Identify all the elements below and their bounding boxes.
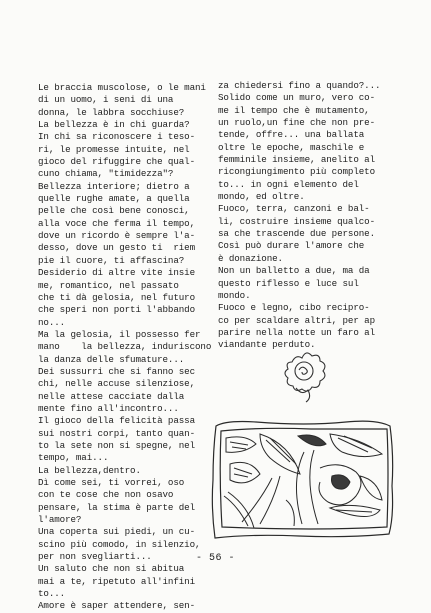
- text-line: cuno chiama, "timidezza"?: [38, 168, 174, 180]
- text-line: La bellezza è in chi guarda?: [38, 119, 190, 131]
- text-line: Bellezza interiore; dietro a: [38, 180, 190, 192]
- text-line: no...: [38, 316, 66, 328]
- text-line: Dì come sei, ti vorrei, oso: [38, 477, 185, 488]
- text-line: donna, le labbra socchiuse?: [38, 106, 185, 118]
- text-line: tempo, mai...: [38, 452, 109, 464]
- text-line: pelle che così bene conosci,: [38, 205, 190, 217]
- text-line: che speri non porti l'abbando: [38, 304, 195, 316]
- text-line: to la sete non si spegne, nel: [38, 439, 195, 451]
- text-line: la danza delle sfumature...: [38, 353, 185, 365]
- text-line: pie il cuore, ti affascina?: [38, 254, 185, 266]
- text-line: Un saluto che non si abitua: [38, 563, 185, 575]
- text-line: nelle attese cacciate dalla: [38, 390, 185, 402]
- right-text-column: [218, 80, 398, 352]
- text-line: viandante perduto.: [218, 339, 316, 351]
- text-line: Il gioco della felicità passa: [38, 415, 195, 427]
- text-line: per non svegliarti...: [38, 551, 152, 563]
- text-line: gioco del rifuggire che qual-: [38, 156, 195, 168]
- text-line: un ruolo,un fine che non pre-: [218, 117, 375, 129]
- text-line: mai a te, ripetuto all'infini: [38, 575, 195, 587]
- text-line: Fuoco e legno, cibo recipro-: [218, 302, 370, 314]
- abstract-framed-illustration: [210, 416, 396, 540]
- text-line: mondo.: [218, 289, 251, 301]
- text-line: ri, le promesse intuite, nel: [38, 143, 190, 155]
- text-line: li, costruire insieme qualco-: [218, 215, 375, 227]
- text-line: di un uomo, i seni di una: [38, 94, 174, 106]
- page-number: - 56 -: [195, 553, 235, 564]
- text-line: l'amore?: [38, 514, 82, 526]
- text-line: mondo, ed oltre.: [218, 191, 305, 203]
- text-line: In chi sa riconoscere i teso-: [38, 131, 195, 143]
- text-line: questo riflesso e luce sul: [218, 277, 359, 289]
- text-line: me il tempo che è mutamento,: [218, 104, 370, 116]
- text-line: Non un balletto a due, ma da: [218, 265, 370, 277]
- text-line: quelle rughe amate, a quella: [38, 193, 190, 205]
- text-line: Le braccia muscolose, o le mani: [38, 82, 206, 93]
- text-line: to...: [38, 588, 66, 600]
- text-line: Solido come un muro, vero co-: [218, 92, 375, 104]
- text-line: femminile insieme, anelito al: [218, 154, 375, 166]
- text-line: Così può durare l'amore che: [218, 240, 365, 252]
- text-line: ricongiungimento più completo: [218, 166, 375, 178]
- text-line: chi, nelle accuse silenziose,: [38, 378, 195, 390]
- text-line: scino più comodo, in silenzio,: [38, 538, 201, 550]
- text-line: to... in ogni elemento del: [218, 178, 359, 190]
- text-line: dove un ricordo è sempre l'a-: [38, 230, 195, 242]
- text-line: che ti dà gelosia, nel futuro: [38, 291, 195, 303]
- text-line: co per scaldare altri, per ap: [218, 314, 375, 326]
- text-line: Desiderio di altre vite insie: [38, 267, 195, 279]
- text-line: mano la bellezza, induriscono: [38, 341, 212, 353]
- text-line: Una coperta sui piedi, un cu-: [38, 526, 195, 538]
- text-line: con te cose che non osavo: [38, 489, 174, 501]
- text-line: parire nella notte un faro al: [218, 326, 375, 338]
- text-line: Ma la gelosia, il possesso fer: [38, 328, 201, 340]
- text-line: La bellezza,dentro.: [38, 464, 141, 476]
- text-line: oltre le epoche, maschile e: [218, 141, 365, 153]
- text-line: pensare, la stima è parte del: [38, 501, 195, 513]
- sun-doodle-illustration: [278, 344, 330, 406]
- text-line: Dei sussurri che si fanno sec: [38, 365, 195, 377]
- text-line: desso, dove un gesto ti riem: [38, 242, 195, 254]
- text-line: tende, offre... una ballata: [218, 129, 365, 141]
- text-line: za chiedersi fino a quando?...: [218, 80, 381, 91]
- text-line: sui nostri corpi, tanto quan-: [38, 427, 195, 439]
- text-line: Fuoco, terra, canzoni e bal-: [218, 203, 370, 215]
- text-line: Amore è saper attendere, sen-: [38, 600, 195, 612]
- text-line: sa che trascende due persone.: [218, 228, 375, 240]
- text-line: è donazione.: [218, 252, 283, 264]
- text-line: mente fino all'incontro...: [38, 402, 179, 414]
- left-text-column: [38, 82, 210, 613]
- text-line: me, romantico, nel passato: [38, 279, 179, 291]
- text-line: alla voce che ferma il tempo,: [38, 217, 195, 229]
